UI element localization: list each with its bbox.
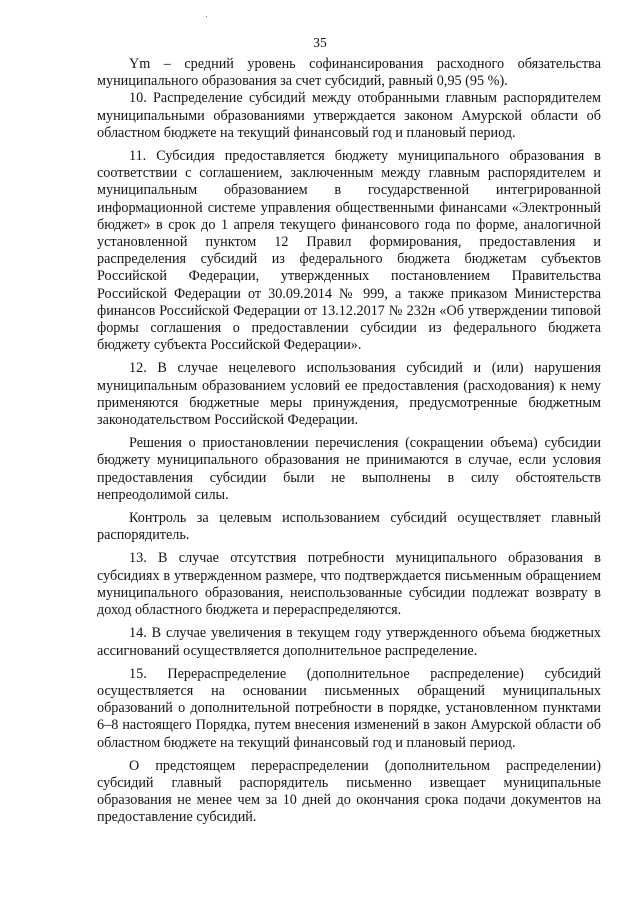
paragraph-11: 11. Субсидия предоставляется бюджету муниципального образования в соответствии с соглашением, заключенным между главным распорядителем и муниципальным образованием в государственной интегрированной информационной системе управления общественными финансами «Электронный бюджет» в срок до 1 апреля текущего финансового года по форме, аналогичной установленной пунктом 12 Правил формирования, предоставления и распределения субсидий из федерального бюджета бюджетам субъектов Российской Федерации, утвержденных постановлением Правительства Российской Федерации от 30.09.2014 № 999, а также приказом Министерства финансов Российской Федерации от 13.12.2017 № 232н «Об утверждении типовой формы соглашения о предоставлении субсидии из федерального бюджета бюджету субъекта Российской Федерации». (97, 148, 601, 354)
paragraph-14: 14. В случае увеличения в текущем году утвержденного объема бюджетных ассигнований осуществляется дополнительное распределение. (97, 625, 601, 659)
scan-speck (206, 16, 207, 17)
paragraph-12-decisions: Решения о приостановлении перечисления (сокращении объема) субсидии бюджету муниципального образования не принимаются в случае, если условия предоставления субсидии были не выполнены в силу обстоятельств непреодолимой силы. (97, 435, 601, 503)
paragraph-15-notice: О предстоящем перераспределении (дополнительном распределении) субсидий главный распорядитель письменно извещает муниципальные образования не менее чем за 10 дней до окончания срока подачи документов на предоставление субсидий. (97, 757, 601, 826)
paragraph-10: 10. Распределение субсидий между отобранными главным распорядителем муниципальными образованиями утверждается законом Амурской области об областном бюджете на текущий финансовый год и плановый период. (97, 90, 601, 141)
body-text (97, 56, 601, 827)
paragraph-13: 13. В случае отсутствия потребности муниципального образования в субсидиях в утвержденном размере, что подтверждается письменным обращением муниципального образования, неиспользованные субсидии подлежат возврату в доход областного бюджета и перераспределяются. (97, 550, 601, 619)
page-number: 35 (313, 35, 327, 50)
paragraph-12-control: Контроль за целевым использованием субсидий осуществляет главный распорядитель. (97, 510, 601, 544)
paragraph-12: 12. В случае нецелевого использования субсидий и (или) нарушения муниципальным образованием условий ее предоставления (расходования) к нему применяются бюджетные меры принуждения, предусмотренные бюджетным законодательством Российской Федерации. (97, 360, 601, 429)
paragraph-15: 15. Перераспределение (дополнительное распределение) субсидий осуществляется на основании письменных обращений муниципальных образований о дополнительной потребности в порядке, установленном пунктами 6–8 настоящего Порядка, путем внесения изменений в закон Амурской области об областном бюджете на текущий финансовый год и плановый период. (97, 665, 601, 751)
paragraph-ym-definition: Ym – средний уровень софинансирования расходного обязательства муниципального образования за счет субсидий, равный 0,95 (95 %). (97, 56, 601, 90)
